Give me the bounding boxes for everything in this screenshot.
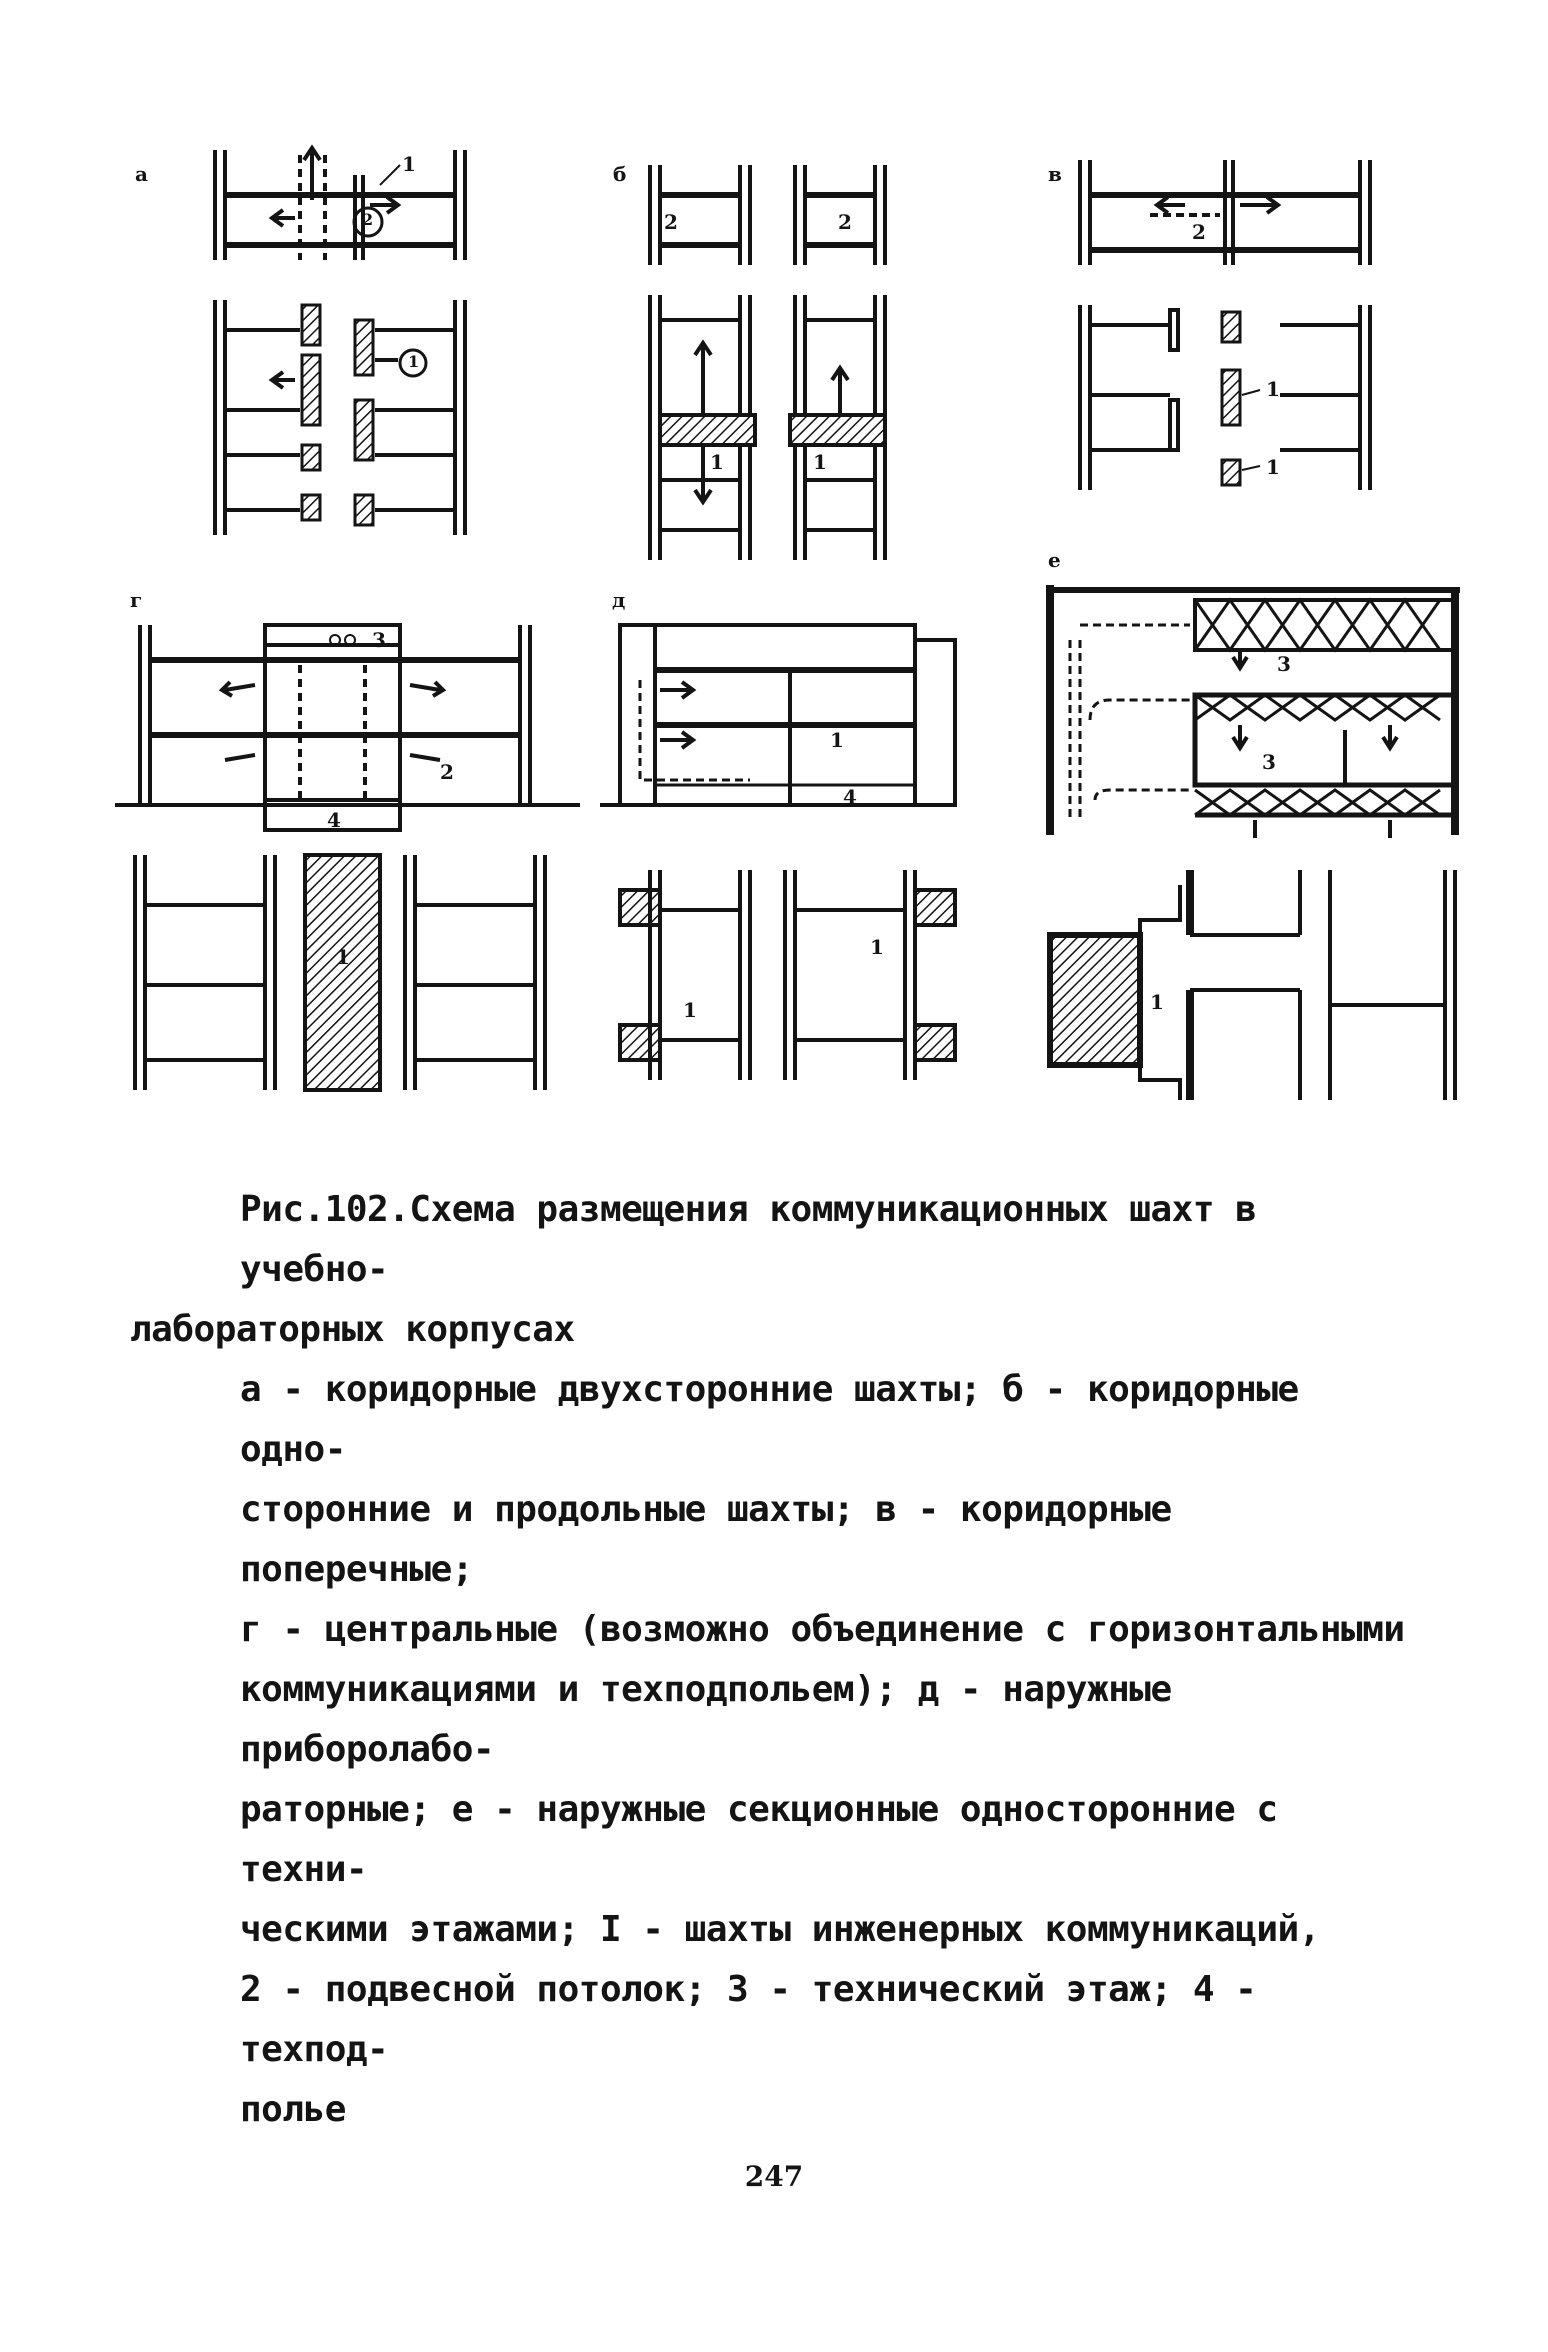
panel-v-plan (1080, 305, 1370, 490)
mark-2: 2 (362, 210, 374, 229)
caption-line: г - центральные (возможно объединение с горизонтальными (240, 1609, 1405, 1650)
mark-3: 3 (1277, 652, 1291, 676)
mark-2: 2 (838, 210, 852, 234)
mark-1: 1 (1150, 990, 1164, 1014)
mark-1: 1 (683, 998, 697, 1022)
caption-line: а - коридорные двухсторонние шахты; б - коридорные одно- (240, 1369, 1299, 1470)
caption-line: раторные; е - наружные секционные односторонние с техни- (240, 1789, 1278, 1890)
mark-1: 1 (710, 450, 724, 474)
caption-line: сторонние и продольные шахты; в - коридорные поперечные; (240, 1489, 1172, 1590)
caption-line: полье (240, 2089, 346, 2130)
mark-1: 1 (813, 450, 827, 474)
panel-a-section (215, 148, 465, 260)
mark-2: 2 (664, 210, 678, 234)
page-number: 247 (744, 2160, 804, 2193)
caption-title-cont: лабораторных корпусах (130, 1309, 575, 1350)
mark-3: 3 (1262, 750, 1276, 774)
mark-4: 4 (327, 808, 341, 832)
panel-g-section (115, 625, 580, 830)
panel-label-g: г (130, 588, 143, 612)
panel-e-section (1050, 585, 1460, 838)
panel-d-section (600, 625, 955, 805)
mark-1: 1 (870, 935, 884, 959)
panel-label-e: е (1048, 548, 1061, 572)
caption-line: 2 - подвесной потолок; 3 - технический этаж; 4 - техпод- (240, 1969, 1257, 2070)
mark-3: 3 (372, 628, 386, 652)
mark-1: 1 (1266, 377, 1280, 401)
figure-caption (130, 1180, 1420, 2140)
caption-line: ческими этажами; I - шахты инженерных коммуникаций, (240, 1909, 1320, 1950)
panel-label-a: а (135, 162, 148, 186)
mark-1: 1 (1266, 455, 1280, 479)
caption-line: коммуникациями и техподпольем); д - наружные приборолабо- (240, 1669, 1172, 1770)
panel-e-plan (1050, 870, 1455, 1100)
figure-illustration (0, 0, 1548, 1120)
mark-1: 1 (336, 945, 350, 969)
mark-1: 1 (830, 728, 844, 752)
mark-1: 1 (402, 152, 416, 176)
panel-v-section (1080, 160, 1370, 265)
panel-label-b: б (613, 162, 627, 186)
panel-label-v: в (1048, 162, 1062, 186)
caption-title: Рис.102.Схема размещения коммуникационных шахт в учебно- (240, 1189, 1257, 1290)
panel-a-plan (215, 300, 465, 535)
mark-2: 2 (440, 760, 454, 784)
panel-d-plan (620, 870, 955, 1080)
mark-2: 2 (1192, 220, 1206, 244)
mark-1: 1 (408, 352, 420, 371)
mark-4: 4 (843, 785, 857, 809)
panel-label-d: д (612, 588, 626, 612)
panel-b-plan (650, 295, 885, 560)
panel-g-plan (135, 855, 545, 1090)
